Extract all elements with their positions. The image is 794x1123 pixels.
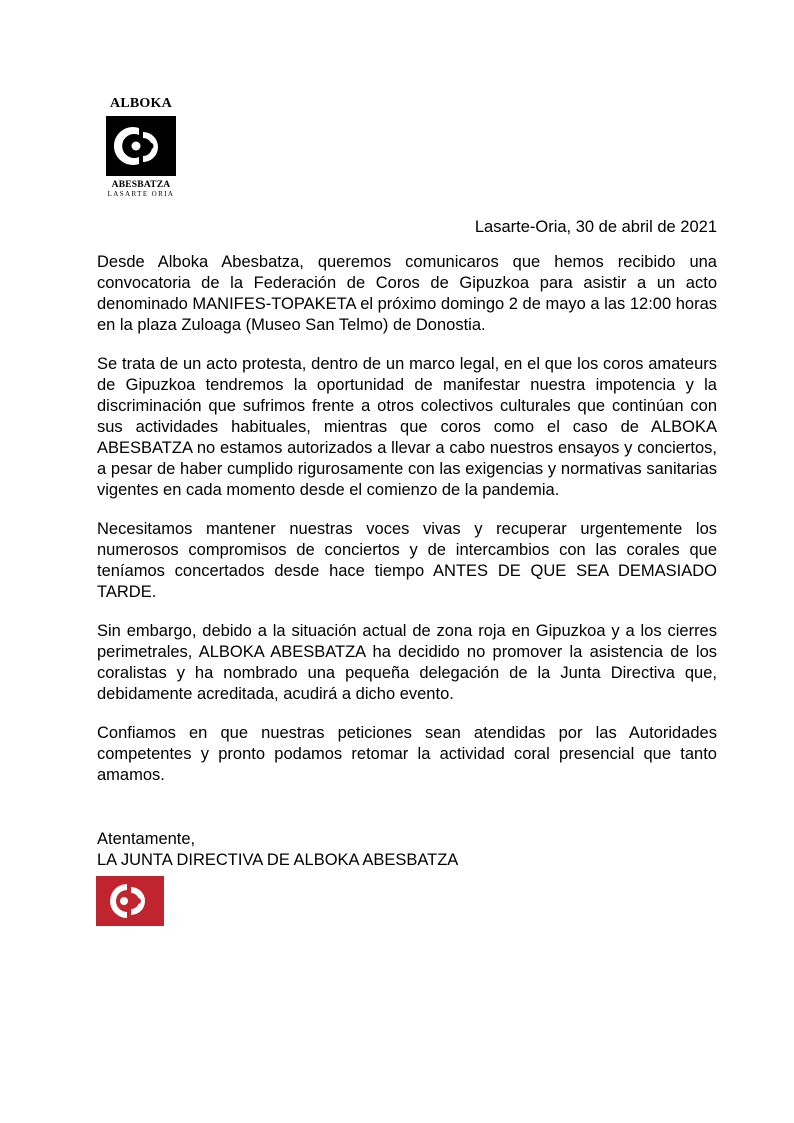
- salutation: Atentamente,: [97, 830, 196, 848]
- alboka-logo-icon: [106, 116, 176, 176]
- logo-subtitle: ABESBATZA: [111, 180, 171, 190]
- letter-body: [97, 252, 717, 804]
- letter-closing: [97, 829, 458, 871]
- red-logo-seal-icon: [96, 876, 164, 926]
- paragraph: Confiamos en que nuestras peticiones sean atendidas por las Autoridades competentes y pronto podamos retomar la actividad coral presencial que tanto amamos.: [97, 724, 717, 784]
- paragraph: Desde Alboka Abesbatza, queremos comunicaros que hemos recibido una convocatoria de la Federación de Coros de Gipuzkoa para asistir a un acto denominado MANIFES-TOPAKETA el próximo domingo 2 de mayo a las 12:00 horas en la plaza Zuloaga (Museo San Telmo) de Donostia.: [97, 253, 717, 334]
- paragraph: Necesitamos mantener nuestras voces vivas y recuperar urgentemente los numerosos compromisos de conciertos y de intercambios con las corales que teníamos concertados desde hace tiempo ANTES DE QUE SEA DEMASIADO TARDE.: [97, 520, 717, 601]
- letter-date: Lasarte-Oria, 30 de abril de 2021: [474, 218, 717, 236]
- paragraph: Sin embargo, debido a la situación actual de zona roja en Gipuzkoa y a los cierres perimetrales, ALBOKA ABESBATZA ha decidido no promover la asistencia de los coralistas y ha nombrado una pequeña delegación de la Junta Directiva que, debidamente acreditada, acudirá a dicho evento.: [97, 622, 717, 703]
- paragraph: Se trata de un acto protesta, dentro de un marco legal, en el que los coros amateurs de Gipuzkoa tendremos la oportunidad de manifestar nuestra impotencia y la discriminación que sufrimos frente a otros colectivos culturales que continúan con sus actividades habituales, mientras que coros como el caso de ALBOKA ABESBATZA no estamos autorizados a llevar a cabo nuestros ensayos y conciertos, a pesar de haber cumplido rigurosamente con las exigencias y normativas sanitarias vigentes en cada momento desde el comienzo de la pandemia.: [97, 355, 717, 499]
- signature: LA JUNTA DIRECTIVA DE ALBOKA ABESBATZA: [97, 851, 459, 869]
- choir-logo: [104, 96, 178, 198]
- logo-location: LASARTE ORIA: [107, 190, 175, 198]
- logo-title: ALBOKA: [110, 96, 172, 111]
